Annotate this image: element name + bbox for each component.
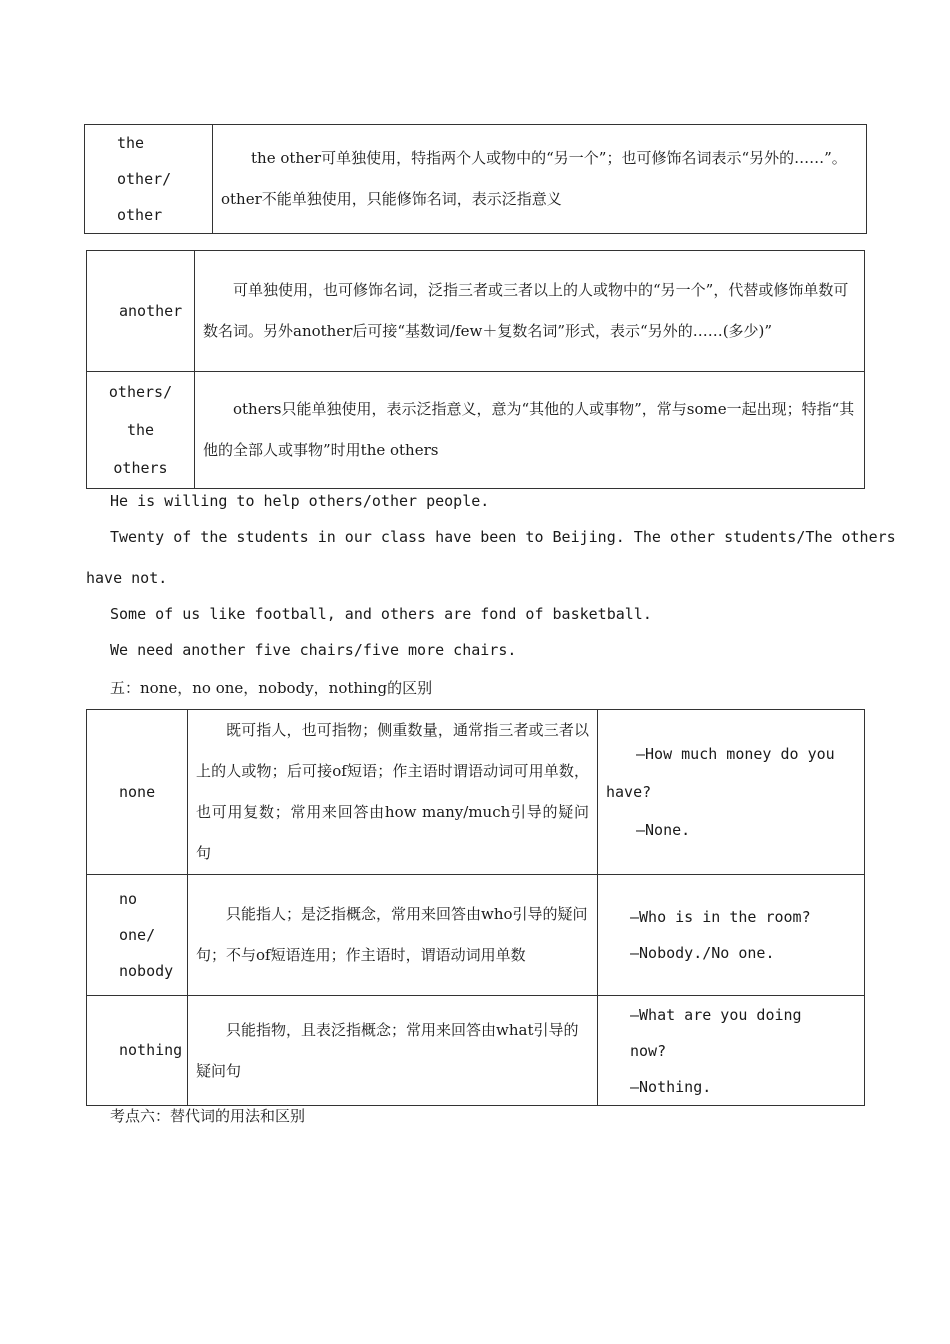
- table-row: [85, 125, 867, 234]
- table-none-nobody-nothing: [86, 709, 865, 1106]
- term-cell: another: [87, 251, 195, 372]
- description-cell: the other可单独使用，特指两个人或物中的“另一个”；也可修饰名词表示“另外的……”。other不能单独使用，只能修饰名词，表示泛指意义: [213, 125, 867, 234]
- example-sentence-continued: have not.: [86, 569, 168, 587]
- term-cell: nothing: [87, 996, 188, 1106]
- term-cell: none: [87, 710, 188, 875]
- example-cell: —What are you doing now? —Nothing.: [598, 996, 865, 1106]
- term-cell: others/ the others: [87, 372, 195, 489]
- table-another-others: [86, 250, 865, 489]
- table-the-other: [84, 124, 867, 234]
- table-row: [87, 372, 865, 489]
- table-row: [87, 996, 865, 1106]
- example-sentence: Some of us like football, and others are fond of basketball.: [110, 605, 652, 623]
- table-row: [87, 251, 865, 372]
- table-row: [87, 710, 865, 875]
- example-sentence: Twenty of the students in our class have been to Beijing. The other students/The others: [110, 528, 896, 546]
- term-cell: no one/ nobody: [87, 875, 188, 996]
- example-sentence: He is willing to help others/other people.: [110, 492, 490, 510]
- table-row: [87, 875, 865, 996]
- example-sentence: We need another five chairs/five more chairs.: [110, 641, 517, 659]
- example-cell: —How much money do you have? —None.: [598, 710, 865, 875]
- description-cell: 可单独使用，也可修饰名词，泛指三者或三者以上的人或物中的“另一个”，代替或修饰单数可数名词。另外another后可接“基数词/few＋复数名词”形式，表示“另外的……(多少)”: [195, 251, 865, 372]
- term-cell: the other/ other: [85, 125, 213, 234]
- description-cell: 只能指人；是泛指概念，常用来回答由who引导的疑问句；不与of短语连用；作主语时，谓语动词用单数: [188, 875, 598, 996]
- example-cell: —Who is in the room? —Nobody./No one.: [598, 875, 865, 996]
- description-cell: 既可指人，也可指物；侧重数量，通常指三者或三者以上的人或物；后可接of短语；作主语时谓语动词可用单数，也可用复数；常用来回答由how many/much引导的疑问句: [188, 710, 598, 875]
- description-cell: others只能单独使用，表示泛指意义，意为“其他的人或事物”，常与some一起出现；特指“其他的全部人或事物”时用the others: [195, 372, 865, 489]
- section-heading: 五：none，no one，nobody，nothing的区别: [110, 679, 433, 697]
- description-cell: 只能指物，且表泛指概念；常用来回答由what引导的疑问句: [188, 996, 598, 1106]
- section-heading: 考点六：替代词的用法和区别: [110, 1107, 306, 1125]
